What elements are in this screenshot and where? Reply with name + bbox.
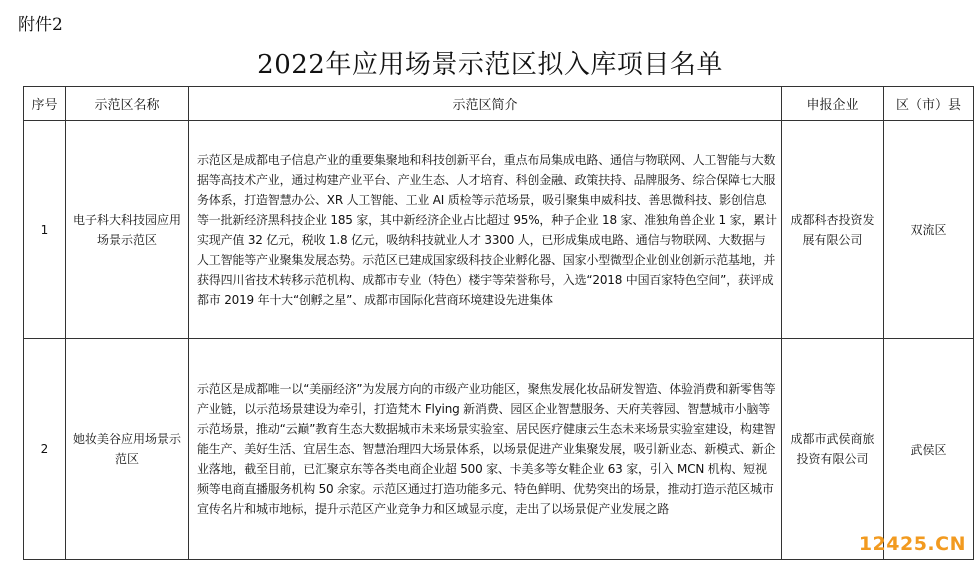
table-header-row: [24, 87, 974, 121]
row-seq: 2: [24, 339, 66, 560]
site-watermark: 12425.CN: [858, 533, 966, 555]
row-company: 成都市武侯商旅投资有限公司: [782, 339, 884, 560]
row-seq: 1: [24, 121, 66, 339]
row-district: 武侯区: [884, 339, 974, 560]
header-company: 申报企业: [782, 87, 884, 121]
project-table: [23, 86, 974, 560]
header-district: 区（市）县: [884, 87, 974, 121]
row-company: 成都科杏投资发展有限公司: [782, 121, 884, 339]
row-district: 双流区: [884, 121, 974, 339]
header-name: 示范区名称: [66, 87, 189, 121]
row-intro: 示范区是成都电子信息产业的重要集聚地和科技创新平台，重点布局集成电路、通信与物联网、人工智能与大数据等高技术产业，通过构建产业平台、产业生态、人才培育、科创金融、政策扶持、品牌服务、综合保障七大服务体系，打造智慧办公、XR 人工智能、工业 AI 质检等示范场景，吸引聚集申威科技、善思微科技、影创信息等一批新经济黑科技企业 185 家，其中新经济企业占比超过 95%，种子企业 18 家、准独角兽企业 1 家，累计实现产值 32 亿元，税收 1.8 亿元，吸纳科技就业人才 3300 人，已形成集成电路、通信与物联网、大数据与人工智能等产业聚集发展态势。示范区已建成国家级科技企业孵化器、国家小型微型企业创业创新示范基地，并获得四川省技术转移示范机构、成都市专业（特色）楼宇等荣誉称号，入选“2018 中国百家特色空间”，获评成都市 2019 年十大“创孵之星”、成都市国际化营商环境建设先进集体: [189, 121, 782, 339]
row-zone-name: 她妆美谷应用场景示范区: [66, 339, 189, 560]
attachment-label: 附件2: [18, 15, 63, 35]
header-seq: 序号: [24, 87, 66, 121]
table-row: [24, 339, 974, 560]
row-zone-name: 电子科大科技园应用场景示范区: [66, 121, 189, 339]
table-row: [24, 121, 974, 339]
row-intro: 示范区是成都唯一以“美丽经济”为发展方向的市级产业功能区，聚焦发展化妆品研发智造、体验消费和新零售等产业链，以示范场景建设为牵引，打造梵木 Flying 新消费、园区企业智慧服务、天府芙蓉园、智慧城市小脑等示范场景，推动“云巅”教育生态大数据城市未来场景实验室、居民医疗健康云生态未来场景实验室建设，构建智能生产、美好生活、宜居生态、智慧治理四大场景体系，以场景促进产业集聚发展，吸引新业态、新模式、新企业落地，截至目前，已汇聚京东等各类电商企业超 500 家、卡美多等女鞋企业 63 家，引入 MCN 机构、短视频等电商直播服务机构 50 余家。示范区通过打造功能多元、特色鲜明、优势突出的场景，推动打造示范区城市宣传名片和城市地标，提升示范区产业竞争力和区域显示度，走出了以场景促产业发展之路: [189, 339, 782, 560]
header-intro: 示范区简介: [189, 87, 782, 121]
document-title: 2022年应用场景示范区拟入库项目名单: [257, 50, 723, 80]
